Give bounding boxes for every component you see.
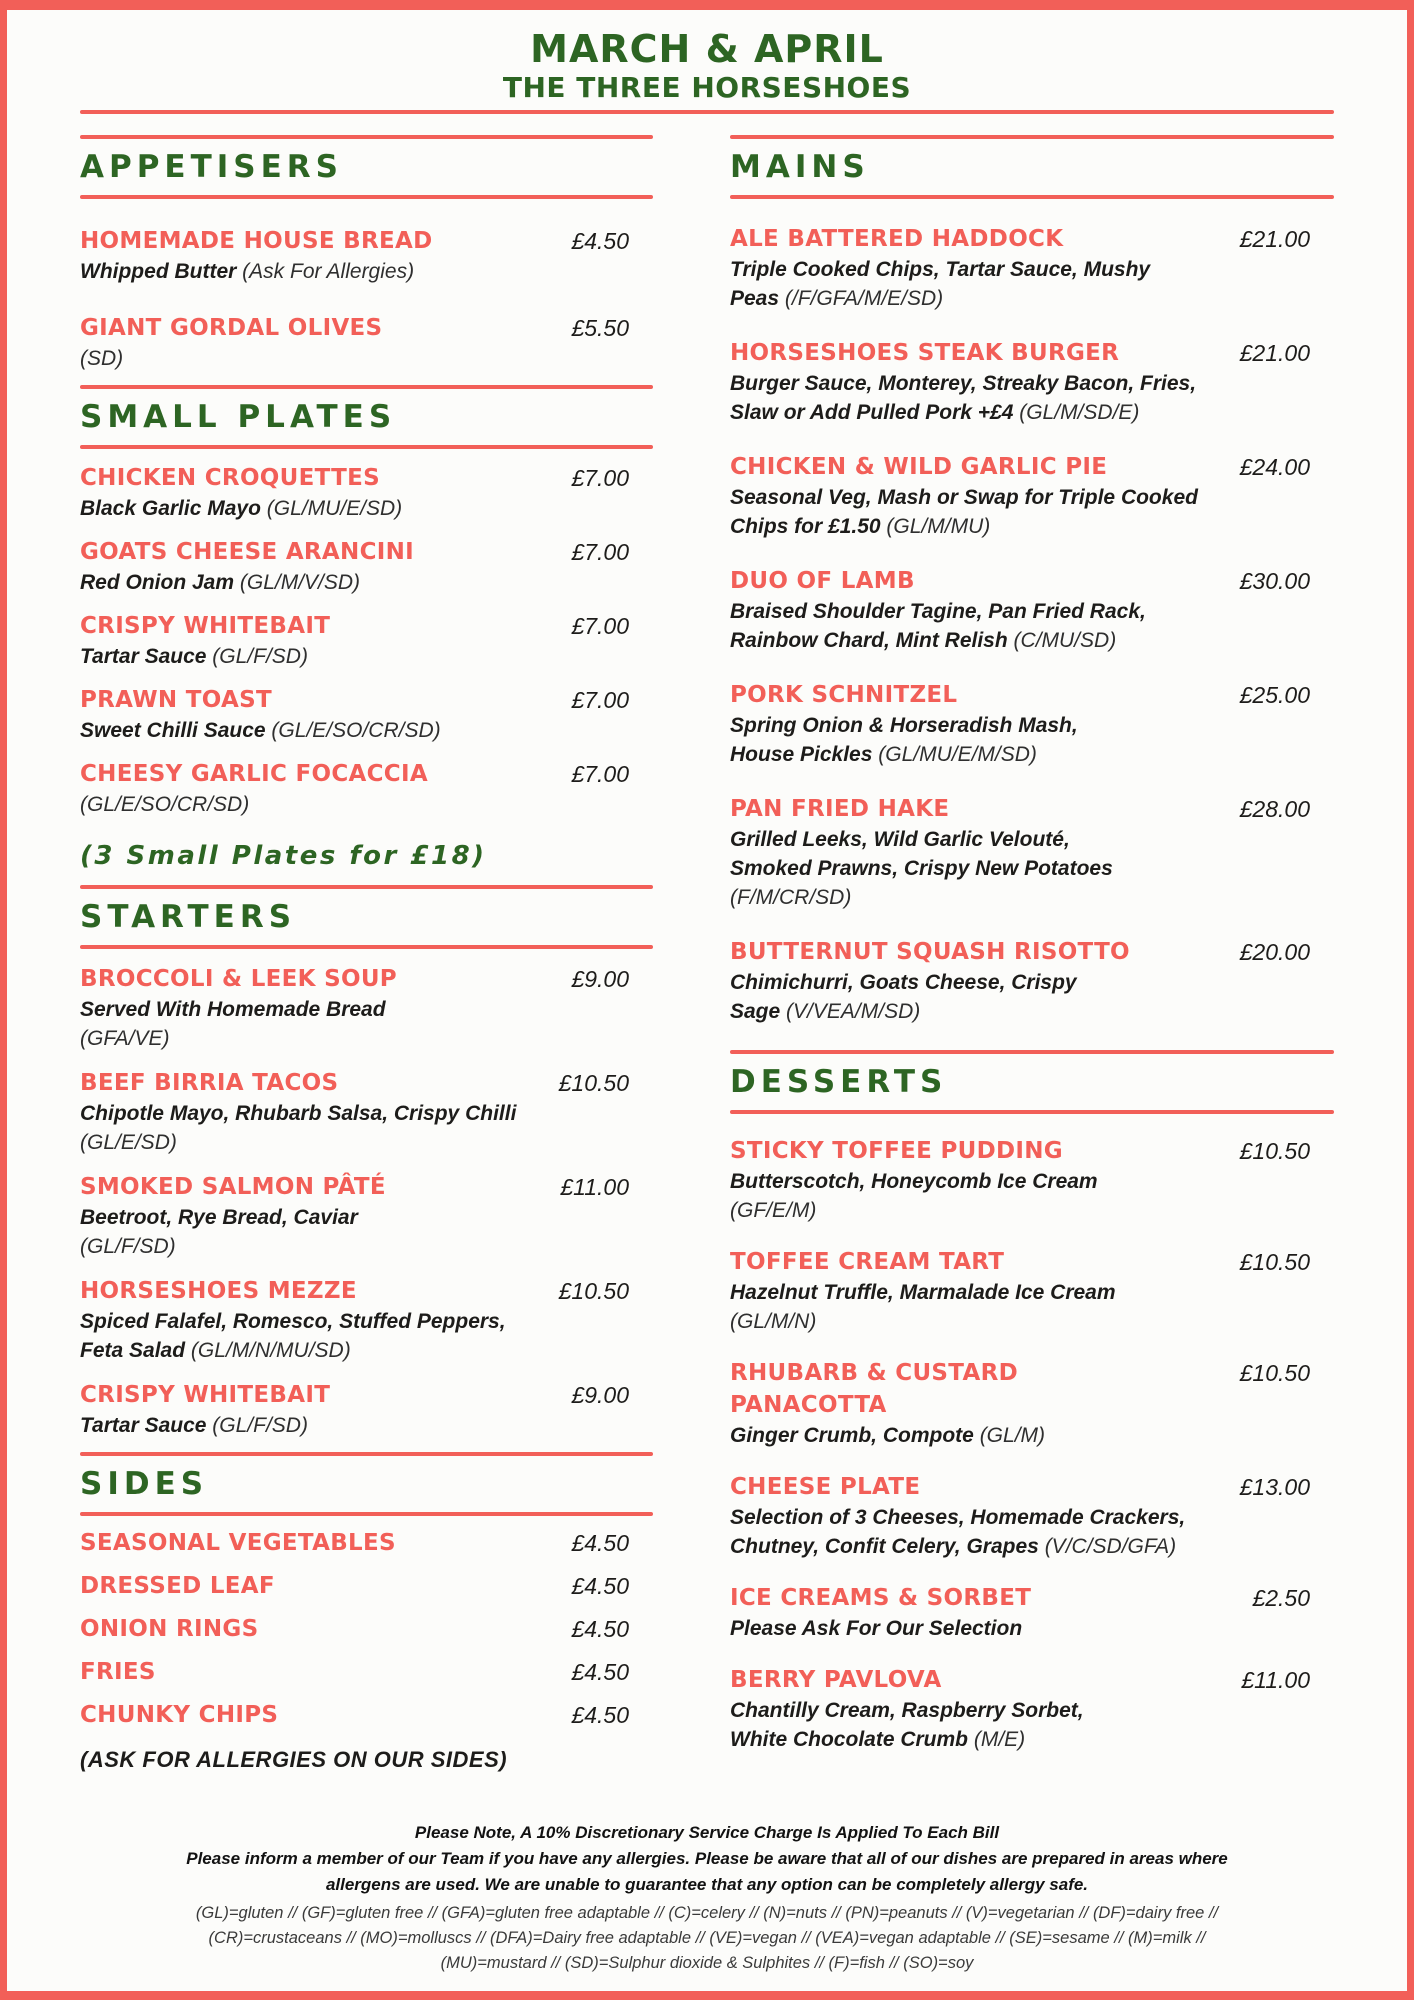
section-mains [730, 135, 1334, 1026]
page-border-top [0, 0, 1414, 10]
menu-item-header [80, 225, 653, 257]
item-description: Chipotle Mayo, Rhubarb Salsa, Crispy Chilli [80, 1102, 517, 1125]
footer-line: allergens are used. We are unable to guarantee that any option can be completely allergy safe. [325, 1875, 1089, 1894]
header-divider [80, 110, 1334, 114]
item-description: Ginger Crumb, Compote [730, 1424, 974, 1447]
menu-item [730, 793, 1334, 912]
item-name: BEEF BIRRIA TACOS [80, 1070, 339, 1096]
item-price: £24.00 [1239, 454, 1310, 480]
item-description: Slaw or Add Pulled Pork +£4 [730, 401, 1014, 424]
item-description-line [730, 997, 1334, 1026]
item-name: FRIES [80, 1659, 156, 1685]
item-description: Smoked Prawns, Crispy New Potatoes [730, 857, 1113, 880]
section-heading-sides: SIDES [80, 1466, 209, 1502]
section-note-offer: (3 Small Plates for £18) [80, 841, 487, 871]
item-description-line [730, 1614, 1334, 1643]
menu-item-header [80, 758, 653, 790]
menu-item [80, 1656, 653, 1688]
item-price: £4.50 [571, 1573, 629, 1599]
menu-item [80, 1171, 653, 1261]
item-allergens: (GL/MU/E/M/SD) [878, 743, 1037, 766]
menu-item-header [80, 963, 653, 995]
item-price: £7.00 [571, 539, 629, 565]
item-description: Whipped Butter [80, 260, 237, 283]
page-title: MARCH & APRIL [530, 27, 884, 71]
item-description: Chantilly Cream, Raspberry Sorbet, [730, 1699, 1084, 1722]
footer-allergen-key-line: (MU)=mustard // (SD)=Sulphur dioxide & Sulphites // (F)=fish // (SO)=soy [440, 1954, 974, 1972]
item-description-line [730, 740, 1334, 769]
menu-column-right [730, 118, 1334, 1754]
item-description-line [80, 716, 653, 745]
section-heading-small-plates: SMALL PLATES [80, 399, 397, 435]
item-allergens: (GL/M/V/SD) [239, 571, 361, 594]
item-allergens: (GL/MU/E/SD) [266, 497, 403, 520]
menu-item-header [730, 936, 1334, 968]
item-description: House Pickles [730, 743, 873, 766]
menu-item-header [730, 223, 1334, 255]
menu-item-header [730, 1664, 1334, 1696]
item-price: £4.50 [571, 1616, 629, 1642]
menu-item-header [80, 1613, 653, 1645]
item-description: Sweet Chilli Sauce [80, 719, 266, 742]
item-price: £10.50 [1239, 1249, 1310, 1275]
item-description: Black Garlic Mayo [80, 497, 261, 520]
item-description-line [730, 626, 1334, 655]
item-allergens: (GL/F/SD) [212, 645, 308, 668]
item-name: CHICKEN & WILD GARLIC PIE [730, 454, 1108, 480]
item-description-line [80, 568, 653, 597]
menu-item-header [730, 1471, 1334, 1503]
item-price: £20.00 [1239, 939, 1310, 965]
item-description-line [730, 1696, 1334, 1725]
section-heading-starters: STARTERS [80, 899, 297, 935]
item-allergens: (GL/F/SD) [80, 1235, 176, 1258]
section-divider [730, 135, 1334, 139]
item-description-line [730, 1278, 1334, 1307]
section-starters [80, 885, 653, 1440]
item-description-line [730, 597, 1334, 626]
item-allergens: (/F/GFA/M/E/SD) [784, 287, 944, 310]
item-name: PORK SCHNITZEL [730, 682, 958, 708]
item-description-line [730, 1196, 1334, 1225]
item-name: CHUNKY CHIPS [80, 1702, 279, 1728]
menu-item-header [80, 684, 653, 716]
section-sides [80, 1452, 653, 1775]
section-divider [80, 1512, 653, 1516]
item-price: £30.00 [1239, 568, 1310, 594]
menu-item-header [80, 1699, 653, 1731]
item-description-line [80, 1307, 653, 1336]
item-name: DUO OF LAMB [730, 568, 915, 594]
item-price: £10.50 [558, 1070, 629, 1096]
section-appetisers [80, 135, 653, 373]
item-description-line [730, 512, 1334, 541]
item-description: Braised Shoulder Tagine, Pan Fried Rack, [730, 600, 1146, 623]
section-small-plates [80, 385, 653, 873]
item-name: BUTTERNUT SQUASH RISOTTO [730, 939, 1130, 965]
item-price: £10.50 [1239, 1360, 1310, 1386]
item-description: Burger Sauce, Monterey, Streaky Bacon, Fries, [730, 372, 1197, 395]
menu-column-left [80, 118, 653, 1775]
menu-item [80, 610, 653, 671]
item-price: £21.00 [1239, 226, 1310, 252]
item-price: £7.00 [571, 761, 629, 787]
menu-item-header [80, 1527, 653, 1559]
item-price: £7.00 [571, 687, 629, 713]
item-name: GIANT GORDAL OLIVES [80, 315, 383, 341]
footer-allergen-key-line: (CR)=crustaceans // (MO)=molluscs // (DFA)=Dairy free adaptable // (VE)=vegan // (VEA)=vegan adaptable // (SE)=sesame // (M)=milk // [208, 1929, 1206, 1947]
menu-item-header [80, 1275, 653, 1307]
item-description-line [80, 1128, 653, 1157]
menu-item-header [730, 451, 1334, 483]
page-border-right [1407, 0, 1414, 2000]
item-description: Sage [730, 1000, 781, 1023]
item-price: £2.50 [1252, 1585, 1310, 1611]
section-items [80, 1527, 653, 1731]
page-border-bottom [0, 1991, 1414, 2000]
item-description-line [80, 1024, 653, 1053]
menu-item [730, 565, 1334, 655]
item-price: £25.00 [1239, 682, 1310, 708]
menu-item [80, 312, 653, 373]
item-name: GOATS CHEESE ARANCINI [80, 539, 415, 565]
menu-item [80, 1275, 653, 1365]
item-name: STICKY TOFFEE PUDDING [730, 1138, 1063, 1164]
item-description-line [80, 1203, 653, 1232]
menu-item-header [730, 1246, 1334, 1278]
item-price: £21.00 [1239, 340, 1310, 366]
item-description: Peas [730, 287, 780, 310]
item-description: Spring Onion & Horseradish Mash, [730, 714, 1078, 737]
section-note-allergies: (ASK FOR ALLERGIES ON OUR SIDES) [80, 1747, 508, 1772]
menu-item [730, 451, 1334, 541]
menu-item [730, 1471, 1334, 1561]
footer-allergen-key-line: (GL)=gluten // (GF)=gluten free // (GFA)=gluten free adaptable // (C)=celery // (N)=nuts // (PN)=peanuts // (V)=vegetarian // (DF)=dairy free // [195, 1904, 1219, 1922]
section-desserts [730, 1050, 1334, 1754]
item-description: Chimichurri, Goats Cheese, Crispy [730, 971, 1077, 994]
section-items [730, 223, 1334, 1026]
item-description-line [80, 1336, 653, 1365]
menu-item [80, 225, 653, 286]
menu-item [80, 1527, 653, 1559]
item-name: DRESSED LEAF [80, 1573, 275, 1599]
item-allergens: (GFA/VE) [80, 1027, 170, 1050]
item-description: Red Onion Jam [80, 571, 235, 594]
item-price: £5.50 [571, 315, 629, 341]
item-description: Tartar Sauce [80, 645, 207, 668]
item-allergens: (SD) [80, 347, 124, 370]
footer-allergen-key [0, 1901, 1414, 1976]
section-divider [80, 945, 653, 949]
item-price: £10.50 [558, 1278, 629, 1304]
item-name: ALE BATTERED HADDOCK [730, 226, 1064, 252]
menu-item-header [80, 536, 653, 568]
item-allergens: (GF/E/M) [730, 1199, 817, 1222]
menu-item [730, 337, 1334, 427]
menu-item-header [730, 1357, 1334, 1421]
section-heading-appetisers: APPETISERS [80, 149, 343, 185]
item-description-line [730, 284, 1334, 313]
item-description-line [730, 883, 1334, 912]
item-description-line [80, 1411, 653, 1440]
item-description: Chutney, Confit Celery, Grapes [730, 1535, 1039, 1558]
item-description: Selection of 3 Cheeses, Homemade Crackers, [730, 1506, 1186, 1529]
item-description: Feta Salad [80, 1339, 186, 1362]
footer-line: Please inform a member of our Team if you have any allergies. Please be aware that all of our dishes are prepared in areas where [186, 1849, 1228, 1868]
footer-line: Please Note, A 10% Discretionary Service Charge Is Applied To Each Bill [414, 1823, 1000, 1842]
item-allergens: (GL/E/SO/CR/SD) [271, 719, 441, 742]
item-name: HORSESHOES MEZZE [80, 1278, 357, 1304]
item-name: CRISPY WHITEBAIT [80, 1382, 331, 1408]
section-divider [730, 195, 1334, 199]
menu-item [730, 1135, 1334, 1225]
item-price: £4.50 [571, 1702, 629, 1728]
menu-item-header [80, 462, 653, 494]
item-description-line [730, 369, 1334, 398]
item-description-line [730, 825, 1334, 854]
section-heading-mains: MAINS [730, 149, 870, 185]
menu-item [80, 1379, 653, 1440]
menu-item-header [80, 1067, 653, 1099]
menu-item-header [730, 793, 1334, 825]
item-description: Please Ask For Our Selection [730, 1617, 1023, 1640]
menu-item-header [80, 1379, 653, 1411]
section-items [80, 963, 653, 1440]
item-price: £11.00 [560, 1174, 629, 1200]
menu-item [80, 1570, 653, 1602]
item-description-line [730, 1725, 1334, 1754]
section-heading-desserts: DESSERTS [730, 1064, 948, 1100]
item-description-line [80, 494, 653, 523]
item-price: £7.00 [571, 613, 629, 639]
item-description-line [80, 1099, 653, 1128]
menu-item [730, 679, 1334, 769]
section-divider [730, 1050, 1334, 1054]
item-description: Seasonal Veg, Mash or Swap for Triple Cooked [730, 486, 1198, 509]
section-items [80, 462, 653, 819]
menu-item [80, 1067, 653, 1157]
section-divider [80, 135, 653, 139]
item-allergens: (GL/F/SD) [212, 1414, 308, 1437]
item-allergens: (F/M/CR/SD) [730, 886, 852, 909]
item-allergens: (GL/M/MU) [886, 515, 991, 538]
item-name: SMOKED SALMON PÂTÉ [80, 1174, 386, 1200]
section-divider [80, 1452, 653, 1456]
item-price: £10.50 [1239, 1138, 1310, 1164]
page-subtitle: THE THREE HORSESHOES [502, 71, 912, 104]
section-items [80, 225, 653, 373]
item-name: TOFFEE CREAM TART [730, 1249, 1005, 1275]
item-description-line [80, 1232, 653, 1261]
item-description-line [730, 968, 1334, 997]
section-items [730, 1135, 1334, 1754]
section-divider [80, 195, 653, 199]
footer-service-notes [0, 1820, 1414, 1898]
item-allergens: (GL/M/N) [730, 1310, 817, 1333]
menu-item [80, 1613, 653, 1645]
item-description-line [730, 398, 1334, 427]
item-description-line [730, 1503, 1334, 1532]
section-divider [80, 445, 653, 449]
menu-item-header [730, 1582, 1334, 1614]
menu-item-header [80, 1570, 653, 1602]
item-price: £11.00 [1241, 1667, 1310, 1693]
item-allergens: (M/E) [973, 1728, 1026, 1751]
menu-item [730, 1246, 1334, 1336]
item-description: Grilled Leeks, Wild Garlic Velouté, [730, 828, 1070, 851]
item-allergens: (C/MU/SD) [1013, 629, 1117, 652]
menu-item-header [730, 565, 1334, 597]
item-description: Hazelnut Truffle, Marmalade Ice Cream [730, 1281, 1116, 1304]
menu-item [730, 1357, 1334, 1450]
item-allergens: (GL/M/SD/E) [1019, 401, 1140, 424]
item-name: ONION RINGS [80, 1616, 259, 1642]
menu-footer [0, 1820, 1414, 1976]
menu-item-header [80, 610, 653, 642]
item-name: PRAWN TOAST [80, 687, 272, 713]
item-price: £4.50 [571, 1659, 629, 1685]
item-name: BERRY PAVLOVA [730, 1667, 942, 1693]
menu-item-header [730, 1135, 1334, 1167]
item-description: Triple Cooked Chips, Tartar Sauce, Mushy [730, 258, 1151, 281]
item-description: Tartar Sauce [80, 1414, 207, 1437]
item-price: £13.00 [1239, 1474, 1310, 1500]
section-divider [80, 885, 653, 889]
item-name: CRISPY WHITEBAIT [80, 613, 331, 639]
item-description: Beetroot, Rye Bread, Caviar [80, 1206, 358, 1229]
menu-item [80, 536, 653, 597]
menu-item-header [80, 312, 653, 344]
item-description-line [730, 1532, 1334, 1561]
menu-item [80, 963, 653, 1053]
item-allergens: (Ask For Allergies) [242, 260, 415, 283]
item-name: SEASONAL VEGETABLES [80, 1530, 396, 1556]
item-description-line [80, 790, 653, 819]
item-description-line [730, 255, 1334, 284]
menu-item [80, 684, 653, 745]
item-description: Served With Homemade Bread [80, 998, 386, 1021]
item-description-line [730, 483, 1334, 512]
item-description-line [80, 257, 653, 286]
item-description-line [80, 642, 653, 671]
item-description-line [730, 1421, 1334, 1450]
item-name: CHICKEN CROQUETTES [80, 465, 381, 491]
item-description-line [80, 995, 653, 1024]
item-price: £9.00 [571, 966, 629, 992]
item-allergens: (GL/E/SO/CR/SD) [80, 793, 250, 816]
menu-header [0, 10, 1414, 114]
item-description: White Chocolate Crumb [730, 1728, 969, 1751]
page-border-left [0, 0, 7, 2000]
item-name: HOMEMADE HOUSE BREAD [80, 228, 433, 254]
menu-item [730, 936, 1334, 1026]
item-name: RHUBARB & CUSTARD PANACOTTA [730, 1360, 1019, 1418]
item-price: £28.00 [1239, 796, 1310, 822]
menu-item [730, 1664, 1334, 1754]
item-name: CHEESE PLATE [730, 1474, 921, 1500]
menu-item [80, 758, 653, 819]
item-description: Butterscotch, Honeycomb Ice Cream [730, 1170, 1098, 1193]
item-allergens: (GL/E/SD) [80, 1131, 177, 1154]
item-allergens: (V/VEA/M/SD) [786, 1000, 921, 1023]
item-allergens: (V/C/SD/GFA) [1044, 1535, 1177, 1558]
item-name: PAN FRIED HAKE [730, 796, 950, 822]
menu-item-header [80, 1171, 653, 1203]
item-price: £7.00 [571, 465, 629, 491]
item-price: £9.00 [571, 1382, 629, 1408]
item-description: Spiced Falafel, Romesco, Stuffed Peppers, [80, 1310, 506, 1333]
section-divider [730, 1110, 1334, 1114]
item-name: HORSESHOES STEAK BURGER [730, 340, 1120, 366]
item-description-line [80, 344, 653, 373]
item-description-line [730, 711, 1334, 740]
item-description-line [730, 1307, 1334, 1336]
item-allergens: (GL/M/N/MU/SD) [190, 1339, 351, 1362]
item-name: CHEESY GARLIC FOCACCIA [80, 761, 428, 787]
item-price: £4.50 [571, 228, 629, 254]
menu-item [730, 1582, 1334, 1643]
section-divider [80, 385, 653, 389]
item-description: Rainbow Chard, Mint Relish [730, 629, 1008, 652]
item-description: Chips for £1.50 [730, 515, 881, 538]
menu-item-header [730, 337, 1334, 369]
item-description-line [730, 854, 1334, 883]
menu-item [80, 462, 653, 523]
menu-item-header [80, 1656, 653, 1688]
item-price: £4.50 [571, 1530, 629, 1556]
menu-item [80, 1699, 653, 1731]
item-allergens: (GL/M) [979, 1424, 1046, 1447]
menu-item-header [730, 679, 1334, 711]
item-name: BROCCOLI & LEEK SOUP [80, 966, 397, 992]
item-description-line [730, 1167, 1334, 1196]
item-name: ICE CREAMS & SORBET [730, 1585, 1032, 1611]
menu-item [730, 223, 1334, 313]
